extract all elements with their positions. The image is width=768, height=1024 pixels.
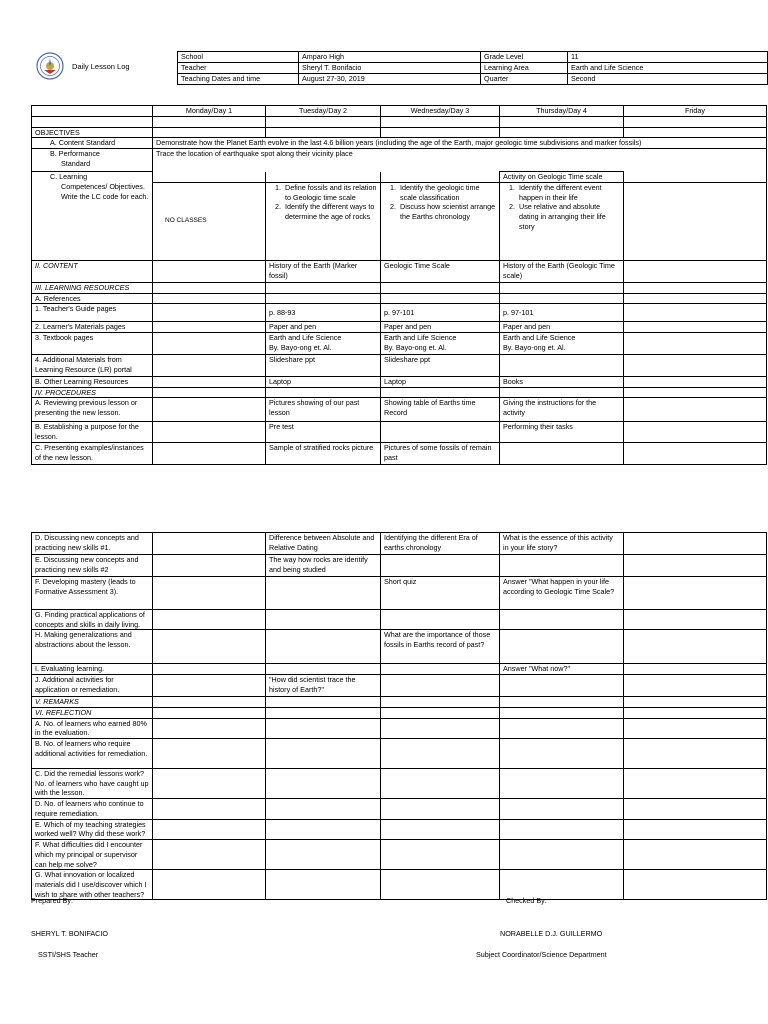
- resources-heading: III. LEARNING RESOURCES: [32, 282, 153, 293]
- content-tue: History of the Earth (Marker fossil): [266, 260, 381, 282]
- reflection-d: D. No. of learners who continue to require remediation.: [32, 799, 153, 819]
- reflection-e: E. Which of my teaching strategies worked well? Why did these work?: [32, 819, 153, 839]
- references-label: A. References: [32, 293, 153, 304]
- preparer-name: SHERYL T. BONIFACIO: [31, 929, 108, 938]
- content-standard-text: Demonstrate how the Planet Earth evolve in the last 4.6 billion years (including the age of the Earth, major geologic time subdivisions and marker fossils): [153, 138, 767, 149]
- label-dates: Teaching Dates and time: [178, 74, 299, 85]
- remarks-heading: V. REMARKS: [32, 697, 153, 708]
- textbook-wed-author: By. Bayo-ong et. Al.: [384, 342, 447, 352]
- procedure-i-thu: Answer "What now?": [500, 664, 624, 675]
- procedure-j-label: J. Additional activities for application or remediation.: [32, 675, 153, 697]
- header-row-dates: [178, 74, 768, 85]
- procedure-f-wed: Short quiz: [381, 577, 500, 610]
- tue-objective-2: 2. Identify the different ways to determine the age of rocks: [283, 202, 377, 221]
- additional-materials-tue: Slideshare ppt: [266, 355, 381, 377]
- label-teacher: Teacher: [178, 63, 299, 74]
- thu-objective-2: 2. Use relative and absolute dating in arranging their life story: [517, 202, 620, 231]
- textbook-label: 3. Textbook pages: [32, 333, 153, 355]
- procedure-d-tue: Difference between Absolute and Relative Dating: [266, 533, 381, 555]
- procedure-a-label: A. Reviewing previous lesson or presenting the new lesson.: [32, 398, 153, 422]
- prepared-by-label: Prepared By:: [31, 896, 73, 905]
- teachers-guide-wed: p. 97-101: [381, 304, 500, 322]
- value-school: Amparo High: [299, 52, 481, 63]
- page-title: Daily Lesson Log: [72, 62, 130, 71]
- procedure-b-label: B. Establishing a purpose for the lesson.: [32, 422, 153, 442]
- other-resources-label: B. Other Learning Resources: [32, 377, 153, 388]
- objectives-heading: OBJECTIVES: [32, 127, 153, 138]
- label-quarter: Quarter: [481, 74, 568, 85]
- learners-materials-tue: Paper and pen: [266, 322, 381, 333]
- additional-materials-wed: Slideshare ppt: [381, 355, 500, 377]
- procedure-h-wed: What are the importance of those fossils in Earths record of past?: [381, 630, 500, 664]
- header-row-school: [178, 52, 768, 63]
- label-school: School: [178, 52, 299, 63]
- day-friday: Friday: [624, 106, 767, 117]
- performance-standard-label: B. Performance: [50, 149, 100, 159]
- procedure-g-label: G. Finding practical applications of concepts and skills in daily living.: [32, 610, 153, 630]
- value-quarter: Second: [568, 74, 768, 85]
- procedure-j-tue: "How did scientist trace the history of Earth?": [266, 675, 381, 697]
- reflection-f: F. What difficulties did I encounter which my principal or supervisor can help me solve?: [32, 840, 153, 870]
- procedure-c-tue: Sample of stratified rocks picture: [266, 442, 381, 464]
- reflection-b: B. No. of learners who require additional activities for remediation.: [32, 739, 153, 769]
- procedure-d-thu: What is the essence of this activity in your life story?: [500, 533, 624, 555]
- thursday-activity: Activity on Geologic Time scale: [500, 172, 624, 183]
- checker-name: NORABELLE D.J. GUILLERMO: [500, 929, 603, 938]
- value-dates: August 27-30, 2019: [299, 74, 481, 85]
- content-label: II. CONTENT: [32, 260, 153, 282]
- header-table: [177, 51, 768, 85]
- performance-standard-text: Trace the location of earthquake spot along their vicinity place: [153, 149, 767, 172]
- learners-materials-wed: Paper and pen: [381, 322, 500, 333]
- procedure-c-label: C. Presenting examples/instances of the new lesson.: [32, 442, 153, 464]
- procedure-d-label: D. Discussing new concepts and practicing new skills #1.: [32, 533, 153, 555]
- reflection-a: A. No. of learners who earned 80% in the evaluation.: [32, 718, 153, 738]
- header-row-teacher: [178, 63, 768, 74]
- procedure-c-wed: Pictures of some fossils of remain past: [381, 442, 500, 464]
- learners-materials-label: 2. Learner's Materials pages: [32, 322, 153, 333]
- procedure-b-thu: Performing their tasks: [500, 422, 624, 442]
- content-standard-label: A. Content Standard: [32, 138, 153, 149]
- deped-seal-icon: [36, 52, 64, 80]
- procedure-d-wed: Identifying the different Era of earths chronology: [381, 533, 500, 555]
- day-wednesday: Wednesday/Day 3: [381, 106, 500, 117]
- learners-materials-thu: Paper and pen: [500, 322, 624, 333]
- procedure-h-label: H. Making generalizations and abstractions about the lesson.: [32, 630, 153, 664]
- teachers-guide-tue: p. 88-93: [266, 304, 381, 322]
- learning-competences-label: C. Learning: [50, 172, 88, 182]
- textbook-wed: Earth and Life Science: [384, 333, 457, 343]
- content-thu: History of the Earth (Geologic Time scale): [500, 260, 624, 282]
- monday-no-classes: NO CLASSES: [165, 216, 207, 224]
- additional-materials-label: 4. Additional Materials from Learning Resource (LR) portal: [32, 355, 153, 377]
- reflection-g: G. What innovation or localized materials did I use/discover which I wish to share with other teachers?: [32, 870, 153, 900]
- lesson-table-part1: [31, 105, 767, 465]
- tue-objective-1: 1. Define fossils and its relation to Geologic time scale: [283, 183, 377, 202]
- procedure-f-thu: Answer "What happen in your life according to Geologic Time Scale?: [500, 577, 624, 610]
- label-learning-area: Learning Area: [481, 63, 568, 74]
- procedure-a-tue: Pictures showing of our past lesson: [266, 398, 381, 422]
- checked-by-label: Checked By:: [506, 896, 547, 905]
- procedure-e-tue: The way how rocks are identify and being studied: [266, 555, 381, 577]
- thu-objective-1: 1. Identify the different event happen in their life: [517, 183, 620, 202]
- procedure-a-thu: Giving the instructions for the activity: [500, 398, 624, 422]
- reflection-c: C. Did the remedial lessons work? No. of learners who have caught up with the lesson.: [32, 769, 153, 799]
- procedure-f-label: F. Developing mastery (leads to Formative Assessment 3).: [32, 577, 153, 610]
- textbook-tue-author: By. Bayo-ong et. Al.: [269, 342, 332, 352]
- procedure-i-label: I. Evaluating learning.: [32, 664, 153, 675]
- procedures-heading: IV. PROCEDURES: [32, 387, 153, 398]
- value-teacher: Sheryl T. Bonifacio: [299, 63, 481, 74]
- teachers-guide-label: 1. Teacher's Guide pages: [32, 304, 153, 322]
- procedure-a-wed: Showing table of Earths time Record: [381, 398, 500, 422]
- day-thursday: Thursday/Day 4: [500, 106, 624, 117]
- other-resources-tue: Laptop: [266, 377, 381, 388]
- wed-objective-2: 2. Discuss how scientist arrange the Earths chronology: [398, 202, 496, 221]
- textbook-thu: Earth and Life Science: [503, 333, 576, 343]
- learning-competences-label-2: Competences/ Objectives. Write the LC code for each.: [61, 181, 149, 201]
- performance-standard-label-2: Standard: [61, 158, 91, 168]
- procedure-e-label: E. Discussing new concepts and practicing new skills #2: [32, 555, 153, 577]
- other-resources-wed: Laptop: [381, 377, 500, 388]
- day-header-row: [32, 106, 767, 117]
- teachers-guide-thu: p. 97-101: [500, 304, 624, 322]
- reflection-heading: VI. REFLECTION: [32, 707, 153, 718]
- day-tuesday: Tuesday/Day 2: [266, 106, 381, 117]
- procedure-b-tue: Pre test: [266, 422, 381, 442]
- content-wed: Geologic Time Scale: [381, 260, 500, 282]
- textbook-thu-author: By. Bayo-ong et. Al.: [503, 342, 566, 352]
- wed-objective-1: 1. Identify the geologic time scale classification: [398, 183, 496, 202]
- preparer-role: SSTI/SHS Teacher: [38, 950, 99, 959]
- label-grade-level: Grade Level: [481, 52, 568, 63]
- value-learning-area: Earth and Life Science: [568, 63, 768, 74]
- checker-role: Subject Coordinator/Science Department: [476, 950, 607, 959]
- lesson-table-part2: [31, 532, 767, 900]
- day-monday: Monday/Day 1: [153, 106, 266, 117]
- value-grade-level: 11: [568, 52, 768, 63]
- textbook-tue: Earth and Life Science: [269, 333, 342, 343]
- other-resources-thu: Books: [500, 377, 624, 388]
